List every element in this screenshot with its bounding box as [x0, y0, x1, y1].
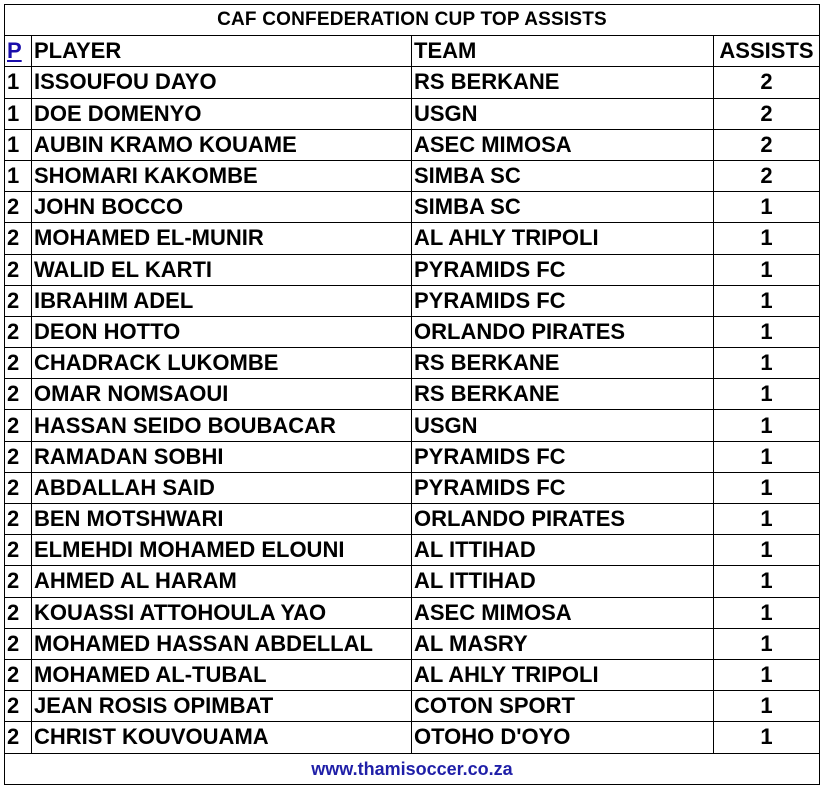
- table-row: [5, 316, 820, 347]
- rank-cell: 2: [5, 254, 32, 285]
- rank-cell: 2: [5, 192, 32, 223]
- assists-cell: 1: [714, 348, 820, 379]
- assists-cell: 1: [714, 691, 820, 722]
- player-cell: MOHAMED AL-TUBAL: [32, 659, 412, 690]
- player-cell: JOHN BOCCO: [32, 192, 412, 223]
- assists-cell: 1: [714, 535, 820, 566]
- footer-row: [5, 753, 820, 784]
- rank-cell: 2: [5, 316, 32, 347]
- player-cell: BEN MOTSHWARI: [32, 504, 412, 535]
- table-row: [5, 628, 820, 659]
- top-assists-table: [4, 4, 820, 785]
- team-cell: AL AHLY TRIPOLI: [412, 659, 714, 690]
- header-row: [5, 36, 820, 67]
- table-row: [5, 254, 820, 285]
- team-cell: ORLANDO PIRATES: [412, 504, 714, 535]
- table-row: [5, 691, 820, 722]
- rank-cell: 2: [5, 472, 32, 503]
- rank-cell: 1: [5, 67, 32, 98]
- assists-cell: 2: [714, 67, 820, 98]
- rank-cell: 2: [5, 535, 32, 566]
- table-row: [5, 192, 820, 223]
- table-body: [5, 67, 820, 753]
- header-team: TEAM: [412, 36, 714, 67]
- header-assists: ASSISTS: [714, 36, 820, 67]
- table-row: [5, 722, 820, 753]
- team-cell: PYRAMIDS FC: [412, 441, 714, 472]
- assists-cell: 1: [714, 410, 820, 441]
- team-cell: USGN: [412, 410, 714, 441]
- table-row: [5, 410, 820, 441]
- assists-cell: 1: [714, 441, 820, 472]
- player-cell: RAMADAN SOBHI: [32, 441, 412, 472]
- site-url[interactable]: www.thamisoccer.co.za: [5, 753, 820, 784]
- table-title: CAF CONFEDERATION CUP TOP ASSISTS: [5, 5, 820, 36]
- rank-cell: 2: [5, 441, 32, 472]
- player-cell: IBRAHIM ADEL: [32, 285, 412, 316]
- player-cell: KOUASSI ATTOHOULA YAO: [32, 597, 412, 628]
- assists-cell: 1: [714, 659, 820, 690]
- header-pos[interactable]: [5, 36, 32, 67]
- team-cell: COTON SPORT: [412, 691, 714, 722]
- assists-cell: 2: [714, 129, 820, 160]
- table-row: [5, 566, 820, 597]
- player-cell: ISSOUFOU DAYO: [32, 67, 412, 98]
- team-cell: AL MASRY: [412, 628, 714, 659]
- player-cell: HASSAN SEIDO BOUBACAR: [32, 410, 412, 441]
- rank-cell: 1: [5, 129, 32, 160]
- table-row: [5, 129, 820, 160]
- player-cell: AHMED AL HARAM: [32, 566, 412, 597]
- player-cell: ELMEHDI MOHAMED ELOUNI: [32, 535, 412, 566]
- rank-cell: 2: [5, 722, 32, 753]
- rank-cell: 2: [5, 504, 32, 535]
- rank-cell: 2: [5, 348, 32, 379]
- assists-cell: 2: [714, 160, 820, 191]
- table-row: [5, 659, 820, 690]
- assists-cell: 1: [714, 223, 820, 254]
- rank-cell: 1: [5, 98, 32, 129]
- team-cell: SIMBA SC: [412, 192, 714, 223]
- team-cell: ASEC MIMOSA: [412, 597, 714, 628]
- player-cell: SHOMARI KAKOMBE: [32, 160, 412, 191]
- team-cell: AL ITTIHAD: [412, 535, 714, 566]
- pos-sort-link[interactable]: P: [7, 38, 22, 64]
- table-row: [5, 379, 820, 410]
- team-cell: RS BERKANE: [412, 348, 714, 379]
- team-cell: PYRAMIDS FC: [412, 285, 714, 316]
- rank-cell: 2: [5, 285, 32, 316]
- player-cell: CHRIST KOUVOUAMA: [32, 722, 412, 753]
- assists-cell: 1: [714, 472, 820, 503]
- team-cell: PYRAMIDS FC: [412, 472, 714, 503]
- rank-cell: 2: [5, 379, 32, 410]
- rank-cell: 2: [5, 691, 32, 722]
- assists-cell: 1: [714, 504, 820, 535]
- rank-cell: 2: [5, 659, 32, 690]
- table-row: [5, 504, 820, 535]
- player-cell: ABDALLAH SAID: [32, 472, 412, 503]
- table-row: [5, 223, 820, 254]
- table-row: [5, 98, 820, 129]
- assists-cell: 1: [714, 566, 820, 597]
- rank-cell: 2: [5, 628, 32, 659]
- table-row: [5, 285, 820, 316]
- table-row: [5, 441, 820, 472]
- assists-cell: 1: [714, 254, 820, 285]
- player-cell: CHADRACK LUKOMBE: [32, 348, 412, 379]
- player-cell: AUBIN KRAMO KOUAME: [32, 129, 412, 160]
- team-cell: USGN: [412, 98, 714, 129]
- player-cell: WALID EL KARTI: [32, 254, 412, 285]
- team-cell: AL ITTIHAD: [412, 566, 714, 597]
- table-row: [5, 160, 820, 191]
- assists-cell: 1: [714, 722, 820, 753]
- team-cell: PYRAMIDS FC: [412, 254, 714, 285]
- header-player: PLAYER: [32, 36, 412, 67]
- table-row: [5, 597, 820, 628]
- team-cell: RS BERKANE: [412, 379, 714, 410]
- rank-cell: 2: [5, 223, 32, 254]
- player-cell: MOHAMED HASSAN ABDELLAL: [32, 628, 412, 659]
- player-cell: DEON HOTTO: [32, 316, 412, 347]
- table-row: [5, 67, 820, 98]
- player-cell: DOE DOMENYO: [32, 98, 412, 129]
- team-cell: RS BERKANE: [412, 67, 714, 98]
- team-cell: ASEC MIMOSA: [412, 129, 714, 160]
- player-cell: OMAR NOMSAOUI: [32, 379, 412, 410]
- rank-cell: 2: [5, 566, 32, 597]
- rank-cell: 2: [5, 410, 32, 441]
- team-cell: ORLANDO PIRATES: [412, 316, 714, 347]
- table-row: [5, 535, 820, 566]
- assists-cell: 1: [714, 379, 820, 410]
- rank-cell: 1: [5, 160, 32, 191]
- title-row: [5, 5, 820, 36]
- assists-cell: 1: [714, 628, 820, 659]
- team-cell: AL AHLY TRIPOLI: [412, 223, 714, 254]
- table-row: [5, 472, 820, 503]
- assists-cell: 1: [714, 316, 820, 347]
- assists-cell: 1: [714, 285, 820, 316]
- rank-cell: 2: [5, 597, 32, 628]
- player-cell: MOHAMED EL-MUNIR: [32, 223, 412, 254]
- assists-cell: 1: [714, 192, 820, 223]
- table-row: [5, 348, 820, 379]
- player-cell: JEAN ROSIS OPIMBAT: [32, 691, 412, 722]
- team-cell: SIMBA SC: [412, 160, 714, 191]
- team-cell: OTOHO D'OYO: [412, 722, 714, 753]
- assists-cell: 2: [714, 98, 820, 129]
- assists-cell: 1: [714, 597, 820, 628]
